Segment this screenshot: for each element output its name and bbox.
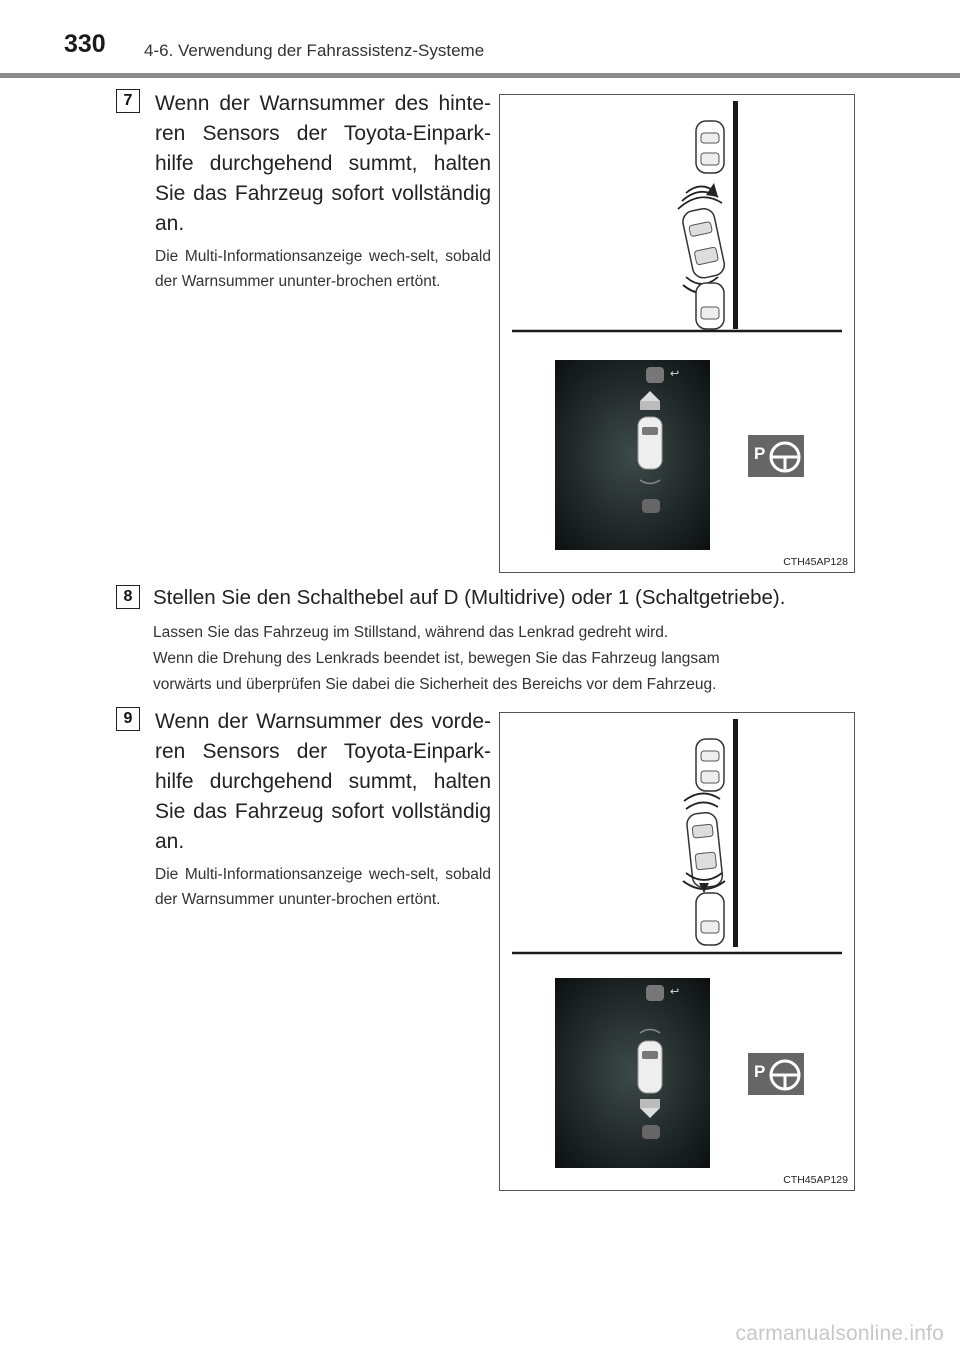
section-title: 4-6. Verwendung der Fahrassistenz-Systeme <box>144 41 485 60</box>
parking-assist-icon <box>748 1053 804 1095</box>
figure-code: CTH45AP128 <box>783 556 848 568</box>
figure-step-7 <box>499 94 855 573</box>
figure-code: CTH45AP129 <box>783 1174 848 1186</box>
parking-assist-icon <box>748 435 804 477</box>
header-rule <box>0 73 960 78</box>
parked-car-front-icon <box>696 121 724 173</box>
step-badge-7: 7 <box>116 89 140 113</box>
parked-car-rear-icon <box>696 893 724 945</box>
step-9-title: Wenn der Warnsummer des vorde-ren Sensors der Toyota-Einpark-hilfe durchgehend summt, halten Sie das Fahrzeug sofort vollständig an. <box>155 710 491 853</box>
figure-step-9 <box>499 712 855 1191</box>
parked-car-front-icon <box>696 739 724 791</box>
parking-diagram-rear <box>500 95 854 572</box>
svg-text:P: P <box>754 1062 766 1081</box>
multi-information-display <box>555 360 710 550</box>
step-8-note-line-3: vorwärts und überprüfen Sie dabei die Sicherheit des Bereichs vor dem Fahrzeug. <box>153 676 717 693</box>
watermark[interactable]: carmanualsonline.info <box>735 1322 944 1345</box>
return-icon: ↩ <box>670 985 680 998</box>
step-7-note: Die Multi-Informationsanzeige wech-selt, sobald der Warnsummer ununter-brochen ertönt. <box>155 248 491 290</box>
step-8-note-line-1: Lassen Sie das Fahrzeug im Stillstand, während das Lenkrad gedreht wird. <box>153 624 669 641</box>
parking-diagram-front <box>500 713 854 1190</box>
page-number: 330 <box>64 30 106 58</box>
step-8-title: Stellen Sie den Schalthebel auf D (Multidrive) oder 1 (Schaltgetriebe). <box>153 586 786 609</box>
step-8-note-line-2: Wenn die Drehung des Lenkrads beendet ist, bewegen Sie das Fahrzeug langsam <box>153 650 720 667</box>
own-car-icon <box>681 207 726 280</box>
svg-text:P: P <box>754 444 766 463</box>
multi-information-display <box>555 978 710 1168</box>
step-7-title: Wenn der Warnsummer des hinte-ren Sensors der Toyota-Einpark-hilfe durchgehend summt, halten Sie das Fahrzeug sofort vollständig an. <box>155 92 491 235</box>
step-9-note: Die Multi-Informationsanzeige wech-selt, sobald der Warnsummer ununter-brochen ertönt. <box>155 866 491 908</box>
parked-car-rear-icon <box>696 283 724 329</box>
return-icon: ↩ <box>670 367 680 380</box>
step-badge-8: 8 <box>116 585 140 609</box>
step-badge-9: 9 <box>116 707 140 731</box>
